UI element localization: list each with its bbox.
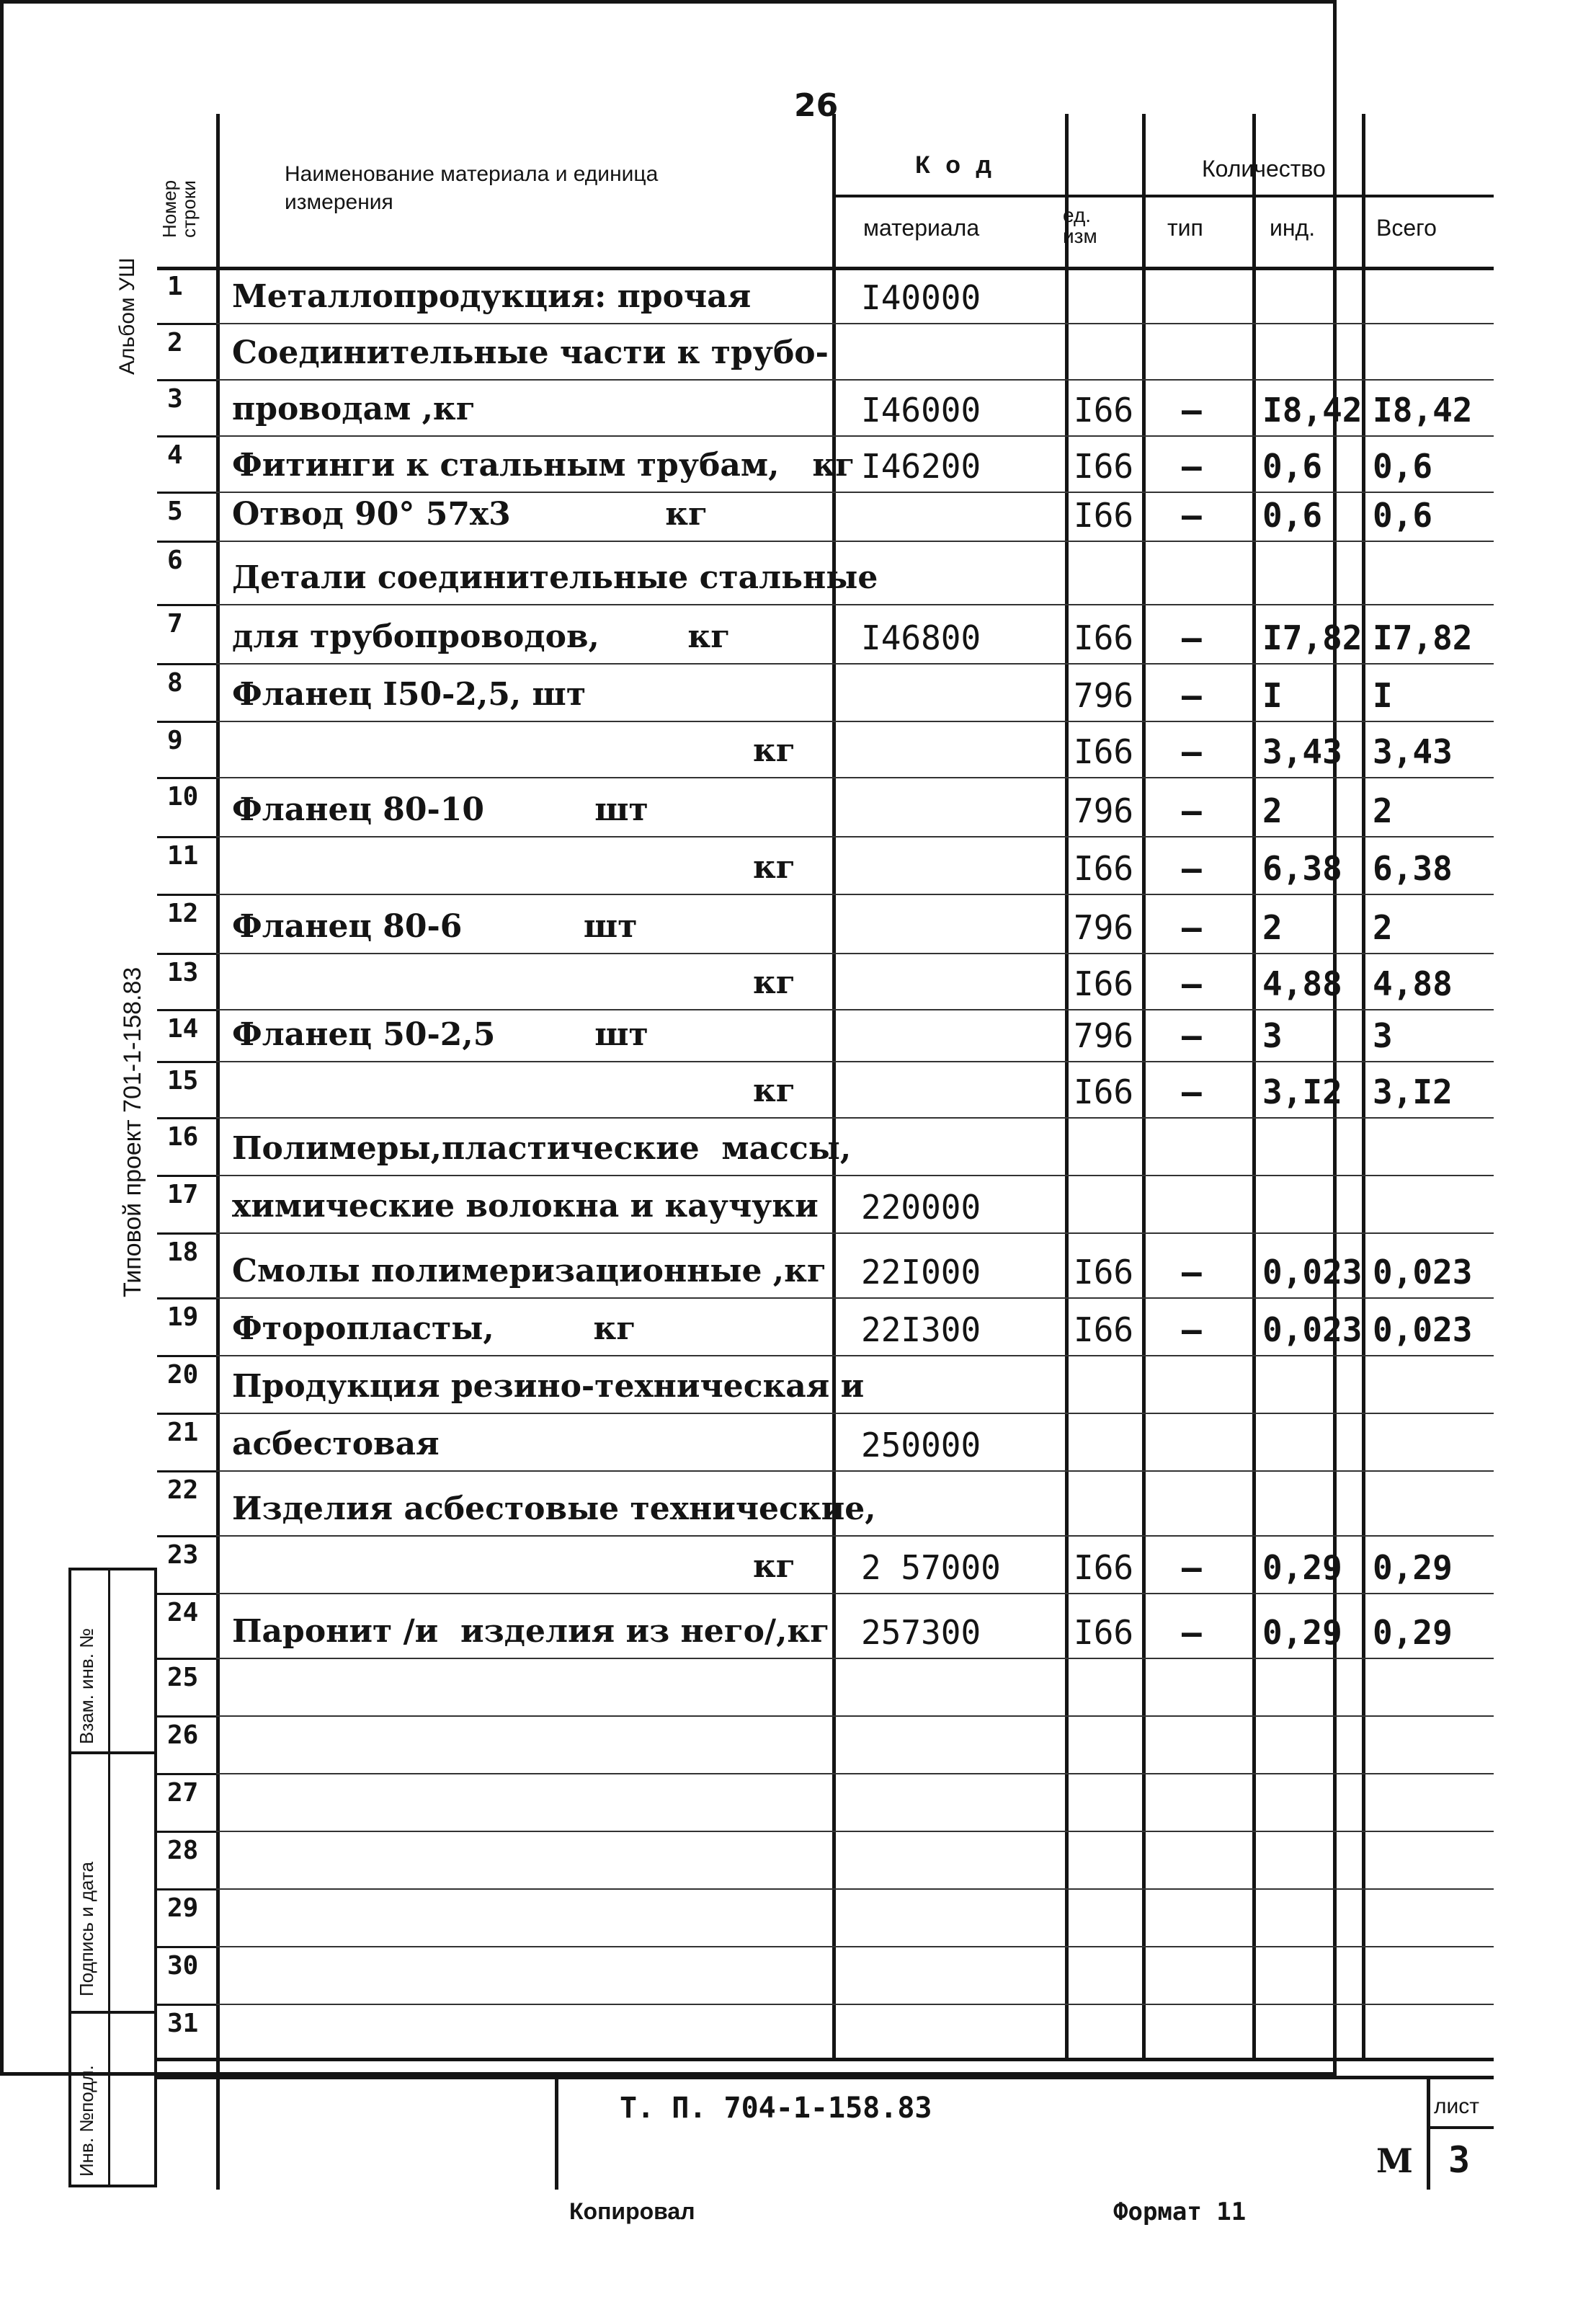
header-qty-total: Всего — [1376, 215, 1437, 241]
material-name: химические волокна и каучуки — [232, 1188, 819, 1225]
header-qty: Количество — [1202, 156, 1326, 182]
type-value: – — [1182, 391, 1202, 430]
row-divider — [216, 1009, 1494, 1010]
page-number: 26 — [794, 87, 839, 124]
row-divider — [216, 1355, 1494, 1356]
row-number: 4 — [167, 440, 183, 470]
row-divider — [216, 663, 1494, 665]
material-name: Фторопласты, кг — [232, 1310, 636, 1347]
unit-code: I66 — [1074, 1548, 1134, 1587]
type-value: – — [1182, 732, 1202, 771]
row-divider — [216, 1470, 1494, 1472]
material-code: 257300 — [861, 1613, 981, 1652]
total-value: 0,6 — [1373, 447, 1433, 486]
row-divider — [157, 1175, 216, 1177]
ind-value: 3,43 — [1262, 732, 1342, 771]
row-number: 23 — [167, 1540, 199, 1570]
row-divider — [157, 953, 216, 955]
total-value: 0,023 — [1373, 1310, 1473, 1349]
material-name: Фитинги к стальным трубам, кг — [232, 447, 855, 484]
material-name: Металлопродукция: прочая — [232, 278, 752, 315]
row-number: 20 — [167, 1360, 199, 1390]
row-divider — [216, 953, 1494, 954]
row-number: 11 — [167, 841, 199, 871]
row-divider — [157, 1831, 216, 1833]
total-value: 0,023 — [1373, 1253, 1473, 1292]
material-name: Детали соединительные стальные — [232, 559, 878, 596]
type-value: – — [1182, 447, 1202, 486]
row-number: 16 — [167, 1122, 199, 1152]
total-value: 3,I2 — [1373, 1072, 1453, 1111]
material-name: кг — [753, 964, 795, 1001]
row-number: 30 — [167, 1951, 199, 1981]
row-number: 8 — [167, 668, 183, 698]
row-divider — [216, 541, 1494, 542]
material-name: Фланец I50-2,5, шт — [232, 676, 587, 713]
total-value: 2 — [1373, 791, 1393, 830]
row-divider — [216, 1117, 1494, 1119]
material-name: Отвод 90° 57х3 кг — [232, 496, 708, 533]
row-number: 14 — [167, 1014, 199, 1044]
material-code: I40000 — [861, 278, 981, 317]
unit-code: I66 — [1074, 1253, 1134, 1292]
row-divider — [216, 1658, 1494, 1659]
row-divider — [216, 1888, 1494, 1890]
type-value: – — [1182, 849, 1202, 888]
row-divider — [216, 894, 1494, 895]
material-code: I46800 — [861, 618, 981, 657]
material-code: I46200 — [861, 447, 981, 486]
row-divider — [157, 777, 216, 779]
header-code: К о д — [915, 151, 996, 179]
footer-copied: Копировал — [569, 2198, 695, 2224]
row-divider — [157, 1232, 216, 1235]
ind-value: 4,88 — [1262, 964, 1342, 1003]
row-number: 3 — [167, 384, 183, 414]
ind-value: 2 — [1262, 791, 1283, 830]
material-code: I46000 — [861, 391, 981, 430]
row-divider — [157, 379, 216, 381]
material-name: Фланец 80-6 шт — [232, 908, 638, 945]
row-number: 26 — [167, 1720, 199, 1750]
material-code: 22I300 — [861, 1310, 981, 1349]
unit-code: I66 — [1074, 1310, 1134, 1349]
total-value: 3,43 — [1373, 732, 1453, 771]
material-name: проводам ,кг — [232, 391, 476, 427]
row-divider — [157, 1413, 216, 1415]
ind-value: 0,6 — [1262, 447, 1323, 486]
row-divider — [216, 1773, 1494, 1774]
row-divider — [216, 836, 1494, 837]
row-divider — [216, 1946, 1494, 1947]
row-divider — [157, 492, 216, 494]
row-divider — [157, 1946, 216, 1948]
header-bottom-line — [157, 267, 1494, 270]
row-number: 27 — [167, 1778, 199, 1808]
row-divider — [216, 1232, 1494, 1234]
header-code-material: материала — [863, 215, 980, 241]
unit-code: I66 — [1074, 391, 1134, 430]
row-number: 19 — [167, 1302, 199, 1332]
row-divider — [157, 836, 216, 838]
type-value: – — [1182, 1016, 1202, 1055]
row-number: 15 — [167, 1066, 199, 1096]
header-name-text: Наименование материала и единица измерения — [285, 162, 659, 214]
row-divider — [216, 492, 1494, 493]
header-qty-ind: инд. — [1270, 215, 1316, 241]
material-name: Соединительные части к трубо- — [232, 334, 829, 371]
unit-code: 796 — [1074, 908, 1134, 947]
unit-code: I66 — [1074, 849, 1134, 888]
material-name: кг — [753, 1548, 795, 1585]
ind-value: 3 — [1262, 1016, 1283, 1055]
stamp-divider — [1427, 2076, 1430, 2190]
type-value: – — [1182, 676, 1202, 715]
ind-value: I8,42 — [1262, 391, 1363, 430]
row-number: 22 — [167, 1475, 199, 1505]
row-number: 13 — [167, 958, 199, 987]
row-divider — [157, 1715, 216, 1718]
row-number: 9 — [167, 726, 183, 755]
row-divider — [216, 1061, 1494, 1062]
material-name: Изделия асбестовые технические, — [232, 1490, 876, 1527]
material-name: Полимеры,пластические массы, — [232, 1130, 852, 1167]
row-divider — [216, 1831, 1494, 1832]
type-value: – — [1182, 791, 1202, 830]
ind-value: I — [1262, 676, 1283, 715]
side-divider-v — [108, 1568, 110, 2187]
row-divider — [216, 1593, 1494, 1594]
ind-value: 3,I2 — [1262, 1072, 1342, 1111]
side-sign-date-label: Подпись и дата — [76, 1861, 97, 1996]
total-value: 4,88 — [1373, 964, 1453, 1003]
row-divider — [216, 323, 1494, 324]
row-divider — [216, 777, 1494, 778]
material-name: Продукция резино-техническая и — [232, 1368, 865, 1405]
row-number: 10 — [167, 782, 199, 812]
total-value: I — [1373, 676, 1393, 715]
ind-value: 0,29 — [1262, 1548, 1342, 1587]
row-number: 5 — [167, 497, 183, 526]
header-qty-type: тип — [1167, 215, 1203, 241]
column-divider — [832, 114, 836, 2058]
unit-code: I66 — [1074, 1072, 1134, 1111]
row-divider — [216, 1535, 1494, 1537]
table-bottom-line — [157, 2058, 1494, 2061]
unit-code: I66 — [1074, 618, 1134, 657]
header-divider — [832, 195, 1494, 197]
type-value: – — [1182, 1072, 1202, 1111]
material-name: Смолы полимеризационные ,кг — [232, 1253, 826, 1289]
stamp-divider — [555, 2076, 558, 2190]
unit-code: I66 — [1074, 1613, 1134, 1652]
row-divider — [157, 1061, 216, 1063]
total-value: 0,29 — [1373, 1613, 1453, 1652]
row-divider — [157, 1593, 216, 1595]
row-divider — [216, 1715, 1494, 1717]
header-code-unit-text: ед. изм — [1063, 204, 1097, 248]
side-inv-replace-label: Взам. инв. № — [76, 1627, 97, 1744]
row-divider — [157, 1297, 216, 1299]
unit-code: I66 — [1074, 964, 1134, 1003]
unit-code: I66 — [1074, 447, 1134, 486]
stamp-sheet-label: лист — [1434, 2094, 1480, 2118]
ind-value: 2 — [1262, 908, 1283, 947]
unit-code: I66 — [1074, 496, 1134, 535]
row-number: 17 — [167, 1180, 199, 1209]
ind-value: I7,82 — [1262, 618, 1363, 657]
material-name: асбестовая — [232, 1426, 440, 1462]
row-divider — [157, 1117, 216, 1119]
row-divider — [157, 894, 216, 896]
total-value: 2 — [1373, 908, 1393, 947]
unit-code: 796 — [1074, 791, 1134, 830]
row-divider — [157, 663, 216, 665]
side-album-label: Альбом УШ — [115, 257, 139, 375]
side-project-label: Типовой проект 701-1-158.83 — [119, 967, 146, 1297]
row-number: 31 — [167, 2009, 199, 2038]
row-number: 1 — [167, 272, 183, 301]
material-name: кг — [753, 1072, 795, 1109]
row-divider — [157, 435, 216, 437]
material-name: для трубопроводов, кг — [232, 618, 731, 655]
row-divider — [216, 721, 1494, 722]
stamp-doc-number: Т. П. 704-1-158.83 — [620, 2092, 932, 2125]
row-divider — [157, 541, 216, 543]
material-code: 22I000 — [861, 1253, 981, 1292]
unit-code: 796 — [1074, 676, 1134, 715]
row-number: 28 — [167, 1836, 199, 1865]
row-divider — [157, 1773, 216, 1775]
column-divider — [216, 114, 220, 2190]
total-value: 0,29 — [1373, 1548, 1453, 1587]
material-code: 220000 — [861, 1188, 981, 1227]
stamp-letter: М — [1376, 2141, 1413, 2180]
unit-code: I66 — [1074, 732, 1134, 771]
row-divider — [216, 604, 1494, 605]
side-divider — [68, 1751, 157, 1754]
ind-value: 0,6 — [1262, 496, 1323, 535]
stamp-divider — [1427, 2126, 1494, 2129]
type-value: – — [1182, 1310, 1202, 1349]
row-number: 7 — [167, 609, 183, 639]
side-divider — [68, 2011, 157, 2014]
stamp-sheet-number: 3 — [1448, 2139, 1471, 2181]
type-value: – — [1182, 496, 1202, 535]
type-value: – — [1182, 964, 1202, 1003]
row-divider — [157, 1535, 216, 1537]
total-value: 3 — [1373, 1016, 1393, 1055]
row-divider — [157, 1009, 216, 1011]
row-divider — [157, 604, 216, 606]
type-value: – — [1182, 1613, 1202, 1652]
row-number: 2 — [167, 328, 183, 357]
row-divider — [157, 1658, 216, 1660]
material-name: Паронит /и изделия из него/,кг — [232, 1613, 830, 1650]
ind-value: 6,38 — [1262, 849, 1342, 888]
row-number: 25 — [167, 1663, 199, 1692]
header-row-no — [159, 179, 200, 238]
ind-value: 0,29 — [1262, 1613, 1342, 1652]
ind-value: 0,023 — [1262, 1310, 1363, 1349]
row-divider — [216, 1297, 1494, 1299]
row-divider — [157, 323, 216, 325]
row-divider — [157, 1470, 216, 1472]
row-number: 24 — [167, 1598, 199, 1627]
ind-value: 0,023 — [1262, 1253, 1363, 1292]
material-name: Фланец 50-2,5 шт — [232, 1016, 648, 1053]
row-divider — [216, 2004, 1494, 2005]
unit-code: 796 — [1074, 1016, 1134, 1055]
total-value: 6,38 — [1373, 849, 1453, 888]
row-divider — [216, 1175, 1494, 1176]
total-value: I8,42 — [1373, 391, 1473, 430]
material-name: кг — [753, 849, 795, 886]
row-number: 12 — [167, 899, 199, 928]
side-inv-orig-label: Инв. №подл. — [76, 2065, 97, 2177]
header-code-unit — [1063, 205, 1113, 247]
row-divider — [157, 1888, 216, 1890]
material-name: Фланец 80-10 шт — [232, 791, 648, 828]
type-value: – — [1182, 1548, 1202, 1587]
material-code: 250000 — [861, 1426, 981, 1465]
row-divider — [216, 435, 1494, 437]
type-value: – — [1182, 1253, 1202, 1292]
row-number: 29 — [167, 1893, 199, 1923]
row-divider — [216, 379, 1494, 381]
stamp-top-line — [157, 2076, 1494, 2079]
material-code: 2 57000 — [861, 1548, 1001, 1587]
total-value: I7,82 — [1373, 618, 1473, 657]
row-divider — [216, 1413, 1494, 1414]
total-value: 0,6 — [1373, 496, 1433, 535]
column-divider — [1142, 114, 1146, 2058]
header-name — [285, 160, 688, 216]
row-number: 21 — [167, 1418, 199, 1447]
row-divider — [157, 1355, 216, 1357]
header-row-no-text: Номер строки — [159, 179, 200, 238]
column-divider — [1252, 114, 1256, 2058]
footer-format: Формат 11 — [1113, 2198, 1247, 2226]
type-value: – — [1182, 618, 1202, 657]
row-divider — [157, 2004, 216, 2006]
row-number: 18 — [167, 1238, 199, 1267]
material-name: кг — [753, 732, 795, 769]
type-value: – — [1182, 908, 1202, 947]
column-divider — [1065, 114, 1069, 2058]
row-divider — [157, 721, 216, 723]
row-number: 6 — [167, 546, 183, 575]
column-divider — [1362, 114, 1365, 2058]
